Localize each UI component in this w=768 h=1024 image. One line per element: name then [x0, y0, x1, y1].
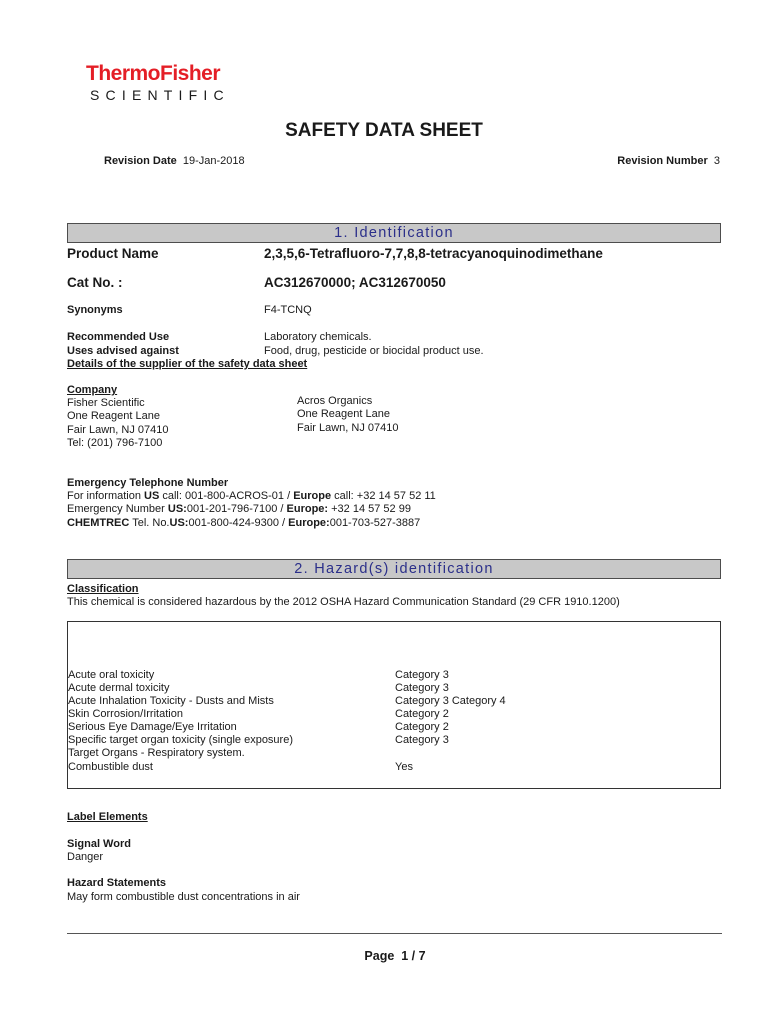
product-name-label: Product Name [67, 246, 159, 261]
text: Tel. No. [129, 516, 170, 529]
section-heading-identification: 1. Identification [67, 223, 721, 243]
text: 001-201-796-7100 / [186, 503, 287, 516]
recommended-use-label: Recommended Use [67, 331, 170, 343]
hazard-class: Acute dermal toxicity [68, 682, 170, 694]
classification-text: This chemical is considered hazardous by the 2012 OSHA Hazard Communication Standard (29 CFR 1910.1200) [67, 596, 620, 608]
text: call: 001-800-ACROS-01 / [159, 490, 294, 502]
label-elements-heading: Label Elements [67, 811, 148, 823]
page-value: 1 / 7 [401, 949, 426, 963]
hazard-statement: May form combustible dust concentrations in air [67, 891, 300, 903]
hazard-category: Category 3 [395, 682, 449, 694]
hazard-class: Serious Eye Damage/Eye Irritation [68, 721, 237, 733]
text: US: [169, 516, 189, 529]
synonyms-label: Synonyms [67, 304, 123, 316]
revision-number-value: 3 [713, 155, 720, 167]
text: +32 14 57 52 99 [328, 503, 411, 516]
classification-label: Classification [67, 583, 139, 595]
hazard-category: Yes [395, 761, 413, 773]
text: Europe: [288, 516, 330, 529]
text: Emergency Number [67, 503, 168, 516]
hazard-class: Target Organs - Respiratory system. [68, 747, 245, 759]
emergency-numbers [67, 490, 436, 530]
text: call: +32 14 57 52 11 [331, 490, 436, 502]
address-line: Tel: (201) 796-7100 [67, 437, 163, 450]
hazard-category: Category 3 Category 4 [395, 695, 506, 707]
document-title: SAFETY DATA SHEET [285, 120, 483, 141]
revision-number [617, 155, 720, 167]
cat-no-value: AC312670000; AC312670050 [264, 275, 446, 290]
revision-date-value: 19-Jan-2018 [182, 155, 245, 167]
address-line: Fair Lawn, NJ 07410 [67, 423, 169, 436]
signal-word-label: Signal Word [67, 838, 131, 850]
text: 001-800-424-9300 / [188, 516, 289, 529]
company-logo-wordmark: ThermoFisher [86, 62, 221, 85]
hazard-class: Skin Corrosion/Irritation [68, 708, 183, 720]
text: US: [167, 503, 187, 516]
emergency-heading: Emergency Telephone Number [67, 477, 229, 489]
footer-divider [67, 933, 722, 934]
address-line: Acros Organics [297, 395, 373, 407]
cat-no-label: Cat No. : [67, 275, 123, 290]
revision-date-label: Revision Date [104, 155, 177, 167]
text: US [144, 490, 160, 502]
hazard-category: Category 2 [395, 708, 449, 720]
hazard-class: Acute oral toxicity [68, 669, 155, 681]
address-line: Fisher Scientific [67, 397, 145, 409]
text: Europe [293, 490, 332, 502]
product-name-value: 2,3,5,6-Tetrafluoro-7,7,8,8-tetracyanoquinodimethane [264, 246, 603, 261]
hazard-statements-label: Hazard Statements [67, 877, 167, 889]
text: For information [67, 490, 145, 502]
address-line: One Reagent Lane [67, 410, 160, 423]
text: CHEMTREC [67, 516, 130, 529]
page-number [0, 949, 768, 963]
page-label: Page [364, 949, 395, 963]
emergency-line-number [67, 503, 436, 516]
hazard-category: Category 3 [395, 669, 449, 681]
emergency-line-chemtrec [67, 517, 436, 530]
text: 001-703-527-3887 [329, 516, 421, 529]
uses-advised-against-value: Food, drug, pesticide or biocidal product use. [264, 345, 484, 357]
emergency-line-info [67, 490, 436, 503]
company-label: Company [67, 384, 118, 396]
signal-word-value: Danger [67, 851, 104, 863]
company-address-acros [297, 395, 399, 435]
hazard-category: Category 2 [395, 721, 449, 733]
hazard-class: Combustible dust [68, 761, 153, 773]
section-heading-hazard-identification: 2. Hazard(s) identification [67, 559, 721, 579]
hazard-class: Acute Inhalation Toxicity - Dusts and Mists [68, 695, 274, 707]
company-logo-subtitle: SCIENTIFIC [90, 87, 230, 103]
revision-number-label: Revision Number [617, 155, 708, 167]
uses-advised-against-label: Uses advised against [67, 345, 179, 357]
address-line: Fair Lawn, NJ 07410 [297, 421, 399, 434]
revision-date [104, 155, 245, 167]
recommended-use-value: Laboratory chemicals. [264, 331, 372, 343]
supplier-details-heading: Details of the supplier of the safety data sheet [67, 358, 308, 370]
hazard-class: Specific target organ toxicity (single exposure) [68, 734, 293, 746]
classification-table [67, 621, 721, 789]
text: Europe: [286, 503, 329, 516]
company-address-fisher [67, 397, 169, 451]
address-line: One Reagent Lane [297, 408, 390, 421]
hazard-category: Category 3 [395, 734, 449, 746]
synonyms-value: F4-TCNQ [264, 304, 312, 316]
